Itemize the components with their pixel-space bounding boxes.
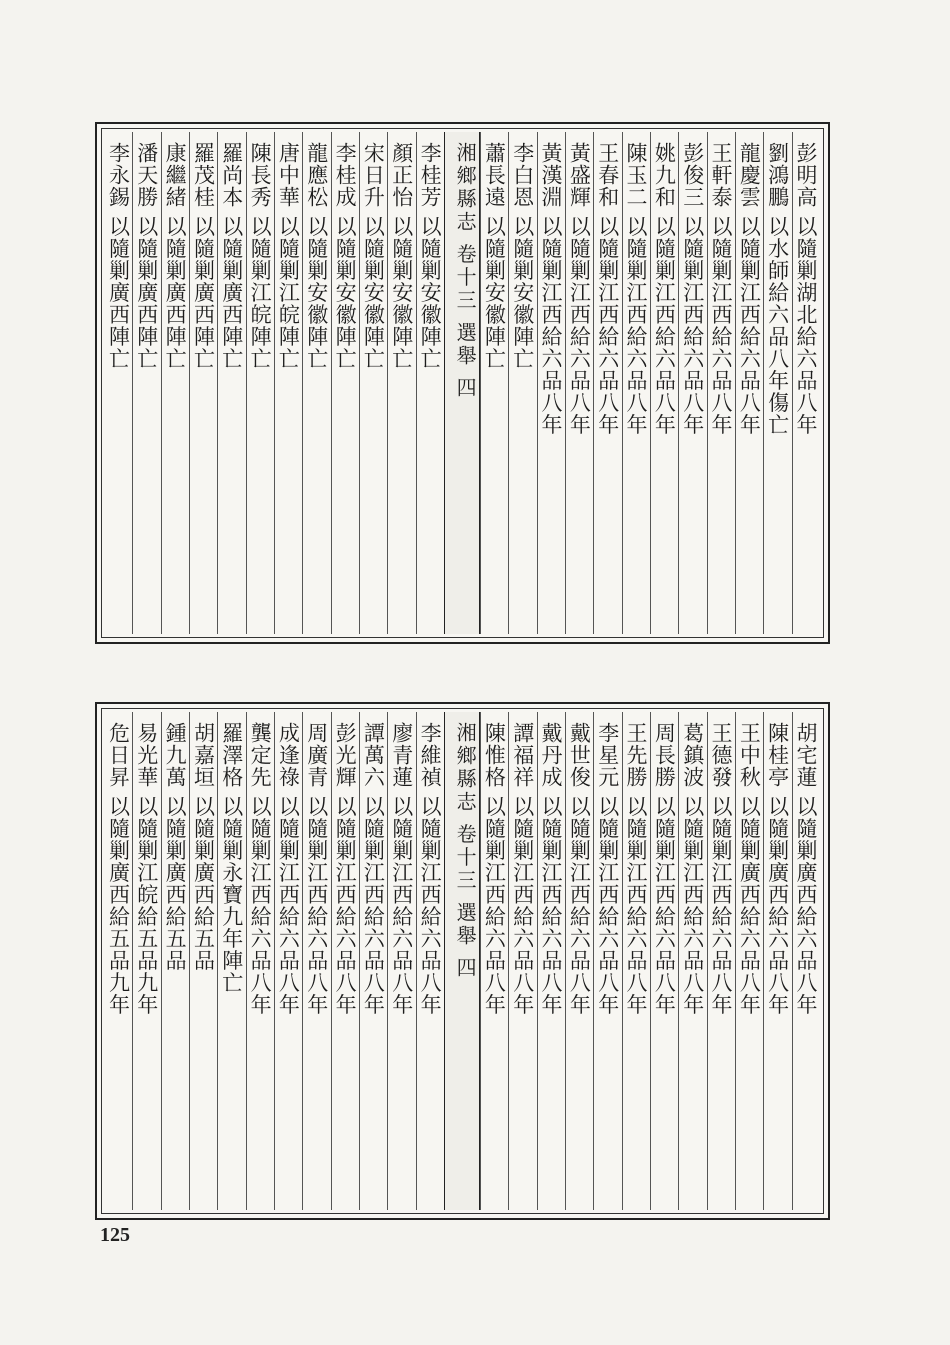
text-column: 廖青蓮 以隨剿江西給六品八年 <box>387 712 415 1210</box>
lower-page-columns <box>105 712 820 1210</box>
text-column: 羅澤格 以隨剿永寶九年陣亡 <box>217 712 245 1210</box>
text-column: 王中秋 以隨剿廣西給六品八年 <box>735 712 763 1210</box>
text-column: 康繼緒 以隨剿廣西陣亡 <box>161 132 189 634</box>
text-column: 羅茂桂 以隨剿廣西陣亡 <box>189 132 217 634</box>
text-column: 蕭長遠 以隨剿安徽陣亡 <box>480 132 508 634</box>
text-column: 彭明高 以隨剿湖北給六品八年 <box>792 132 820 634</box>
upper-page-columns <box>105 132 820 634</box>
text-column: 黃漢淵 以隨剿江西給六品八年 <box>537 132 565 634</box>
text-column: 葛鎮波 以隨剿江西給六品八年 <box>678 712 706 1210</box>
text-column: 戴丹成 以隨剿江西給六品八年 <box>537 712 565 1210</box>
text-column: 彭俊三 以隨剿江西給六品八年 <box>678 132 706 634</box>
text-column: 李永錫 以隨剿廣西陣亡 <box>106 142 131 370</box>
text-column: 李桂成 以隨剿安徽陣亡 <box>331 132 359 634</box>
text-column: 劉鴻鵬 以水師給六品八年傷亡 <box>763 132 791 634</box>
text-column: 危日昇 以隨剿廣西給五品九年 <box>106 722 131 1016</box>
lower-page <box>95 702 830 1220</box>
text-column: 陳長秀 以隨剿江皖陣亡 <box>246 132 274 634</box>
text-column: 胡嘉垣 以隨剿廣西給五品 <box>189 712 217 1210</box>
text-column: 戴世俊 以隨剿江西給六品八年 <box>565 712 593 1210</box>
text-column: 李桂芳 以隨剿安徽陣亡 <box>416 132 444 634</box>
text-column: 周廣青 以隨剿江西給六品八年 <box>302 712 330 1210</box>
text-column: 羅尚本 以隨剿廣西陣亡 <box>217 132 245 634</box>
text-column: 陳桂亭 以隨剿廣西給六品八年 <box>763 712 791 1210</box>
text-column: 鍾九萬 以隨剿廣西給五品 <box>161 712 189 1210</box>
text-column: 彭光輝 以隨剿江西給六品八年 <box>331 712 359 1210</box>
text-column: 王春和 以隨剿江西給六品八年 <box>593 132 621 634</box>
text-column: 譚福祥 以隨剿江西給六品八年 <box>508 712 536 1210</box>
text-column: 李維禎 以隨剿江西給六品八年 <box>416 712 444 1210</box>
text-column: 易光華 以隨剿江皖給五品九年 <box>132 712 160 1210</box>
upper-page <box>95 122 830 644</box>
text-column: 宋日升 以隨剿安徽陣亡 <box>359 132 387 634</box>
text-column: 龍應松 以隨剿安徽陣亡 <box>302 132 330 634</box>
text-column: 李白恩 以隨剿安徽陣亡 <box>508 132 536 634</box>
text-column: 王德發 以隨剿江西給六品八年 <box>707 712 735 1210</box>
text-column: 唐中華 以隨剿江皖陣亡 <box>274 132 302 634</box>
text-column: 李星元 以隨剿江西給六品八年 <box>593 712 621 1210</box>
text-column: 成逢祿 以隨剿江西給六品八年 <box>274 712 302 1210</box>
text-column: 王軒泰 以隨剿江西給六品八年 <box>707 132 735 634</box>
center-title-column: 湘鄉縣志 卷十三 選舉 四 <box>444 712 480 1210</box>
text-column: 陳玉二 以隨剿江西給六品八年 <box>622 132 650 634</box>
text-column: 龍慶雲 以隨剿江西給六品八年 <box>735 132 763 634</box>
page-number: 125 <box>100 1224 130 1246</box>
center-title-column: 湘鄉縣志 卷十三 選舉 四 <box>444 132 480 634</box>
text-column: 陳惟格 以隨剿江西給六品八年 <box>480 712 508 1210</box>
text-column: 周長勝 以隨剿江西給六品八年 <box>650 712 678 1210</box>
text-column: 王先勝 以隨剿江西給六品八年 <box>622 712 650 1210</box>
text-column: 潘天勝 以隨剿廣西陣亡 <box>132 132 160 634</box>
text-column: 譚萬六 以隨剿江西給六品八年 <box>359 712 387 1210</box>
text-column: 龔定先 以隨剿江西給六品八年 <box>246 712 274 1210</box>
text-column: 胡宅蓮 以隨剿廣西給六品八年 <box>792 712 820 1210</box>
text-column: 顏正怡 以隨剿安徽陣亡 <box>387 132 415 634</box>
text-column: 姚九和 以隨剿江西給六品八年 <box>650 132 678 634</box>
text-column: 黃盛輝 以隨剿江西給六品八年 <box>565 132 593 634</box>
